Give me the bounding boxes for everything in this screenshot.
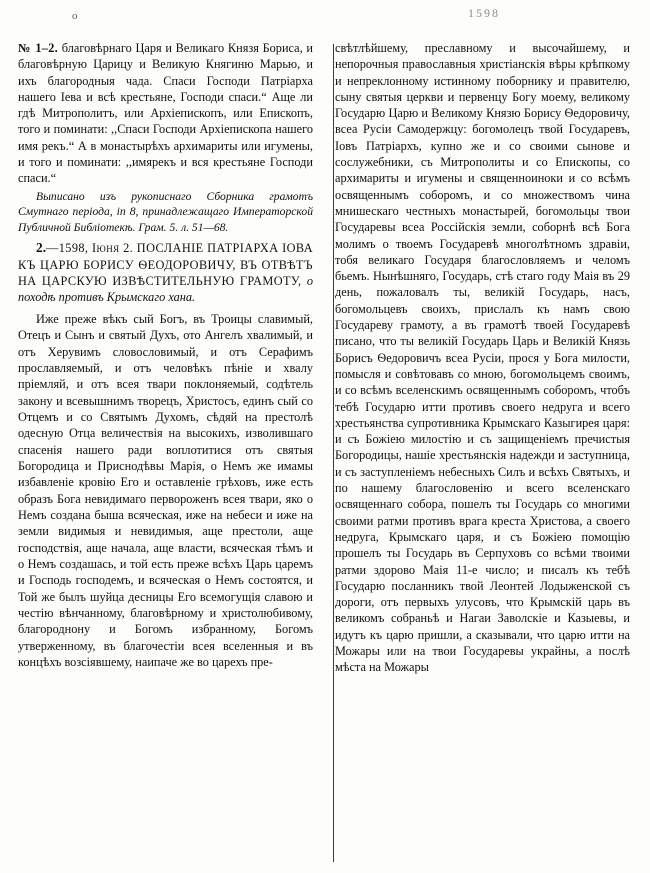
entry-2-subtitle: о походѣ противъ Крымскаго хана. bbox=[18, 274, 313, 305]
source-note-text: Выписано изъ рукописнаго Сборника грамотъ Смутнаго періода, in 8, принадлежащаго Императорской Публичной Библіотекѣ. Грам. 5. л. 51—68. bbox=[18, 189, 313, 234]
right-column bbox=[335, 40, 630, 676]
left-column bbox=[18, 40, 313, 676]
entry-1-2-continuation bbox=[18, 40, 313, 187]
page-header-marks bbox=[0, 0, 650, 34]
entry-2-body-left: Иже преже вѣкъ сый Богъ, въ Троицы славимый, Отецъ и Сынъ и святый Духъ, ото Ангелъ хвалимый, и отъ Херувимъ словословимый, и отъ Серафимъ прославляемый, и отъ человѣкъ пѣніе и хвалу пріемляй, и отъ всея твари поклоняемый, содѣтель закону и всевышнимъ творецъ, Христосъ, единъ сый со Отцемъ и со Святымъ Духомъ, сѣдяй на престолѣ одесную Отца величествія на высокихъ, изволившаго спасенія нашего ради воплотитися отъ святыя Богородица и Приснодѣвы Марія, о Немъ же имамы избавленіе кровію Его и оставленіе грѣховъ, иже есть образъ Бога невидимаго первороженъ всея твари, яко о Немъ создана быша всяческая, иже на небеси и иже на земли видимыя и невидимыя, аще престоли, аще господствія, аще начала, аще власти, всяческая тѣмъ и о Немъ создашась, и той есть преже всѣхъ Царь царемъ и Господь господемъ, и всяческая о Немъ состоятся, и Той же былъ шуйца десницы Его всемогущія славою и честію вѣнчанному, благовѣрному и христолюбивому, благороднону и Богомъ избранному, Богомъ утверженному, въ благочестіи всея вселенныя и въ концѣхъ возсіявшему, наипаче же во царехъ пре- bbox=[18, 311, 313, 670]
source-note bbox=[18, 189, 313, 236]
two-column-body bbox=[0, 40, 650, 676]
entry-number-label: № 1–2. bbox=[18, 41, 59, 55]
folio-left-mark: о bbox=[72, 10, 79, 22]
entry-2-number: 2. bbox=[36, 240, 47, 256]
entry-2-heading bbox=[18, 240, 313, 305]
folio-right-mark: 1598 bbox=[468, 6, 500, 20]
entry-2-title: —1598, Іюня 2. ПОСЛАНІЕ ПАТРІАРХА ІОВА КЪ ЦАРЮ БОРИСУ ѲЕОДОРОВИЧУ, ВЪ ОТВѢТЪ НА ЦАРСКУЮ ИЗВѢСТИТЕЛЬНУЮ ГРАМОТУ, bbox=[18, 241, 313, 289]
entry-1-2-text: благовѣрнаго Царя и Великаго Князя Бориса, и благовѣрную Царицу и Великую Княгиню Марью, и ихъ благородныя чада. Спаси Господи Патріарха нашего Іева и всѣ крестьяне, Господи спаси.“ Аще ли гдѣ Митрополитъ, или Архіепископъ, или Епископъ, того и поминати: ,,Спаси Господи Архіепископа нашего имя рекъ.“ А в монастырѣхъ архимариты или игумены, и того и поминати: ,,имярекъ и вся крестьяне Господи спаси.“ bbox=[18, 41, 313, 186]
entry-2-body-right: свѣтлѣйшему, преславному и высочайшему, и непорочныя православныя христіанскія вѣры крѣпкому и непреклонному истинному поборнику и правителю, сыну святыя церкви и первенцу Богу моему, великому Государю Царю и Великому Князю Борису Ѳедоровичу, всеа Русіи Самодержцу: богомолецъ твой Государевъ, Іовъ Патріархъ, купно же и со своими сынове и сослужебники, съ Митрополиты и со Епископы, со архимариты и игумены и священноиноки и со всѣмъ освященнымъ соборомъ, и со множествомъ чина мнишескаго честныхъ монастырей, богомольцы твои Государевы всеа Россійскія земли, соборнѣ всѣ Бога молимъ о твоемъ Государевѣ многолѣтномъ здравіи, тобя великаго Государя благословляемъ и челомъ бьемъ. Нынѣшняго, Государь, стѣ стаго году Маія въ 29 день, пожаловалъ ты, великій Государь, насъ, богомольцевъ своихъ, прислалъ къ намъ свою Государеву грамоту, а въ грамотѣ твоей Государевѣ писано, что ты великій Государь Царь и Великій Князь Борисъ Ѳедоровичъ всеа Русіи, прося у Бога милости, помысля и совѣтовавъ со мною, богомольцемъ своимъ, и со всѣмъ вселенскимъ освященнымъ соборомъ, чтобъ тебѣ Государю итти противъ своего недруга и всего хрестьянства супротивника Крымскаго Казыгирея царя: и съ Божіею милостію и съ защищеніемъ пречистыя Богородицы, нашіе хрестьянскія надежди и заступница, и съ заступленіемъ небесныхъ Силъ и всѣхъ Святыхъ, и по нашему благословенію и всего вселенскаго освященнаго собора, пошелъ ты Государь со многими своими ратми противъ врага креста Христова, а своего недруга, Крымскаго царя, и съ Божіею помощію прошелъ ты Государь въ Серпуховъ со всѣми твоими ратми здорово Маія 11-е число; и писалъ къ тебѣ Государю посланникъ твой Леонтей Лодыженской съ дороги, отъ первыхъ улусовъ, что Крымскій царь въ великомъ собраньѣ и Нагаи Заволскіе и Казыевы, и идутъ къ царю пришли, а сказывали, что царю итти на Можары или на твои Государевы украйны, а послѣ мѣста на Можары bbox=[335, 41, 630, 675]
